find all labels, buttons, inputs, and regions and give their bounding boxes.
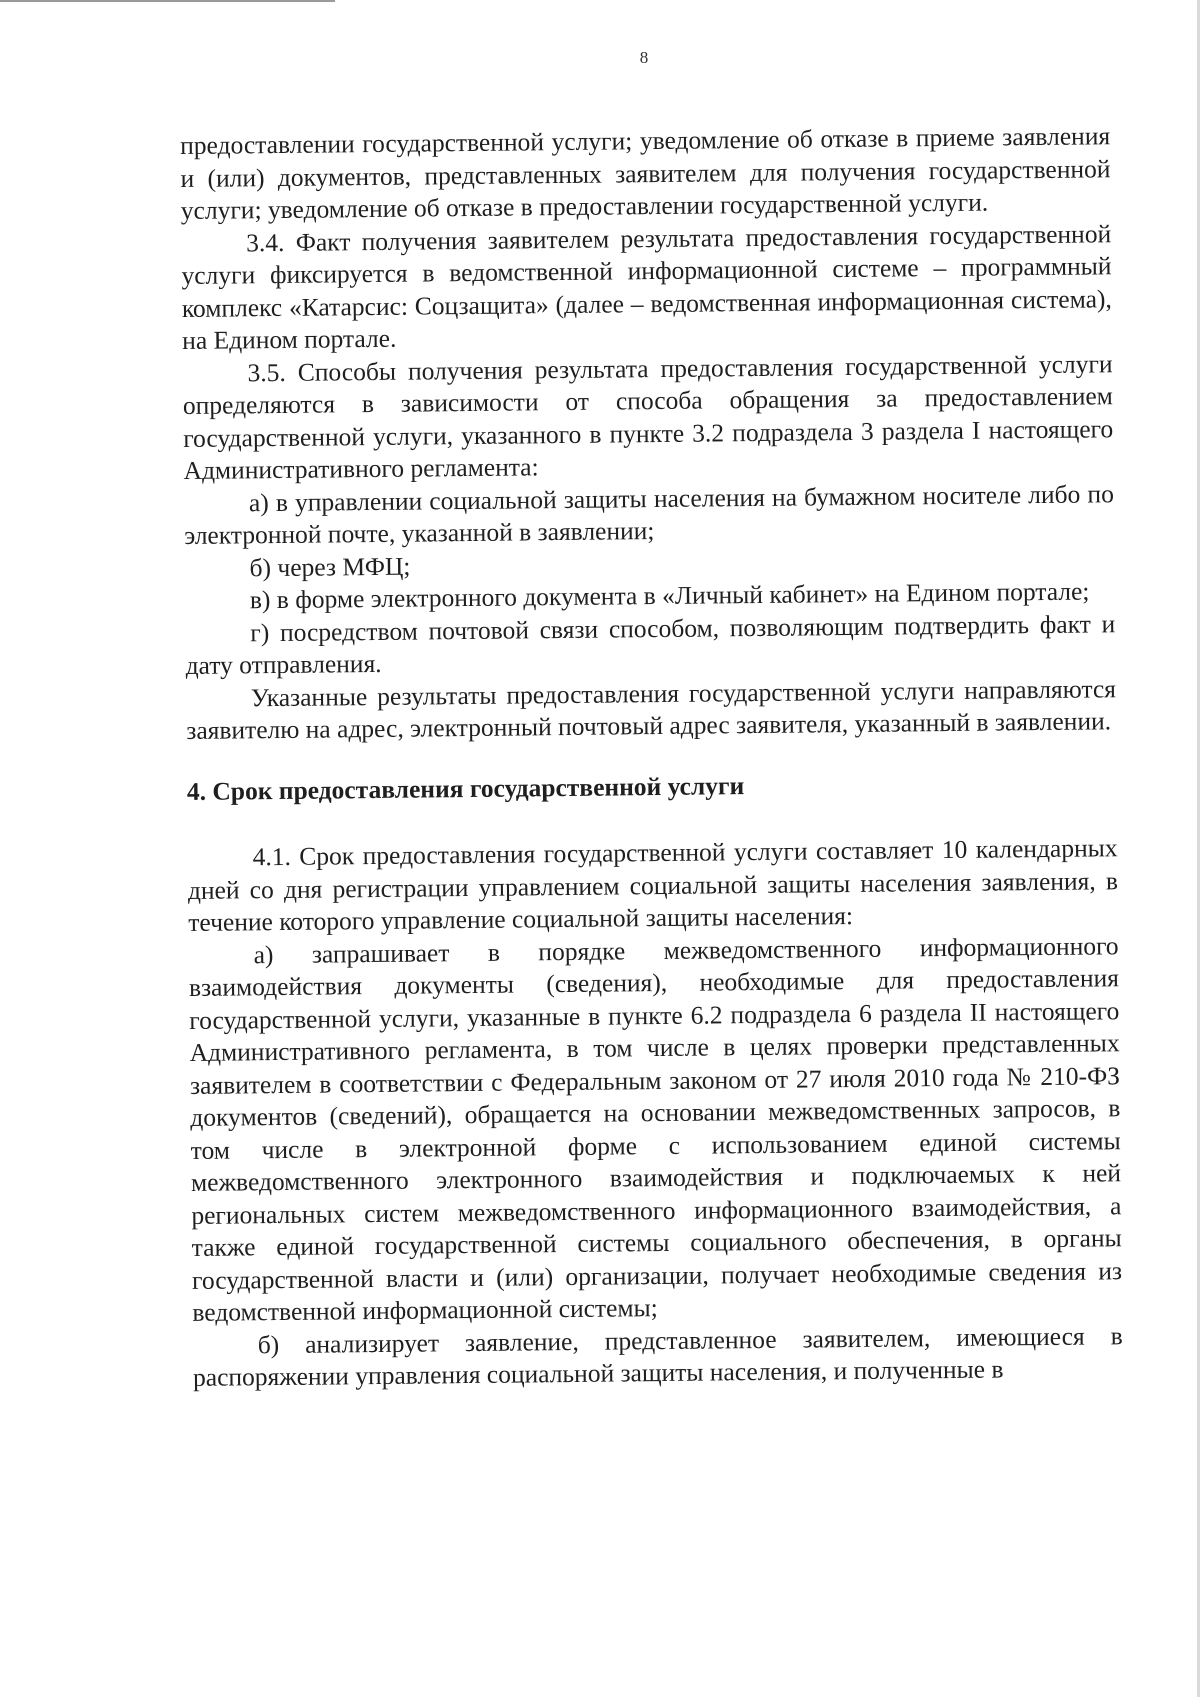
paragraph-3-5: 3.5. Способы получения результата предоставления государственной услуги определяются в зависимости от способа обращения за предоставлением государственной услуги, указанного в пункте 3.2 подраздела 3 раздела I настоящего Административного регламента: [182, 348, 1114, 485]
list-item-g: г) посредством почтовой связи способом, позволяющим подтвердить факт и дату отправления. [185, 608, 1116, 680]
document-body [180, 120, 1123, 1394]
list-item-b: б) через МФЦ; [249, 551, 411, 582]
page-number: 8 [639, 48, 649, 67]
list-item-4-1-a: а) запрашивает в порядке межведомственного информационного взаимодействия документы (сведения), необходимые для предоставления государственной услуги, указанные в пункте 6.2 подраздела 6 раздела II настоящего Административного регламента, в том числе в целях проверки представленных заявителем в соответствии с Федеральным законом от 27 июля 2010 года № 210-ФЗ документов (сведений), обращается на основании межведомственных запросов, в том числе в электронной форме с использованием единой системы межведомственного электронного взаимодействия и подключаемых к ней региональных систем межведомственного информационного взаимодействия, а также единой государственной системы социального обеспечения, в органы государственной власти и (или) организации, получает необходимые сведения из ведомственной информационной системы; [188, 930, 1123, 1327]
paragraph-4-1: 4.1. Срок предоставления государственной услуги составляет 10 календарных дней со дня регистрации управлением социальной защиты населения заявления, в течение которого управление социальной защиты населения: [187, 833, 1119, 937]
list-item-v: в) в форме электронного документа в «Личный кабинет» на Едином портале; [249, 576, 1090, 615]
scan-edge-top [0, 0, 335, 2]
paragraph-3-4: 3.4. Факт получения заявителем результата предоставления государственной услуги фиксируется в ведомственной информационной системе – программный комплекс «Катарсис: Соцзащита» (далее – ведомственная информационная система), на Едином портале. [181, 218, 1112, 355]
section-heading: 4. Срок предоставления государственной услуги [186, 770, 745, 806]
list-item-4-1-b: б) анализирует заявление, представленное заявителем, имеющиеся в распоряжении управления социальной защиты населения, и полученные в [192, 1320, 1123, 1392]
paragraph-results: Указанные результаты предоставления государственной услуги направляются заявителю на адрес, электронный почтовый адрес заявителя, указанный в заявлении. [186, 673, 1117, 745]
paragraph-continuation: предоставлении государственной услуги; уведомление об отказе в приеме заявления и (или) документов, представленных заявителем для получения государственной услуги; уведомление об отказе в предоставлении государственной услуги. [180, 121, 1111, 225]
list-item-a: а) в управлении социальной защиты населения на бумажном носителе либо по электронной почте, указанной в заявлении; [184, 478, 1115, 550]
